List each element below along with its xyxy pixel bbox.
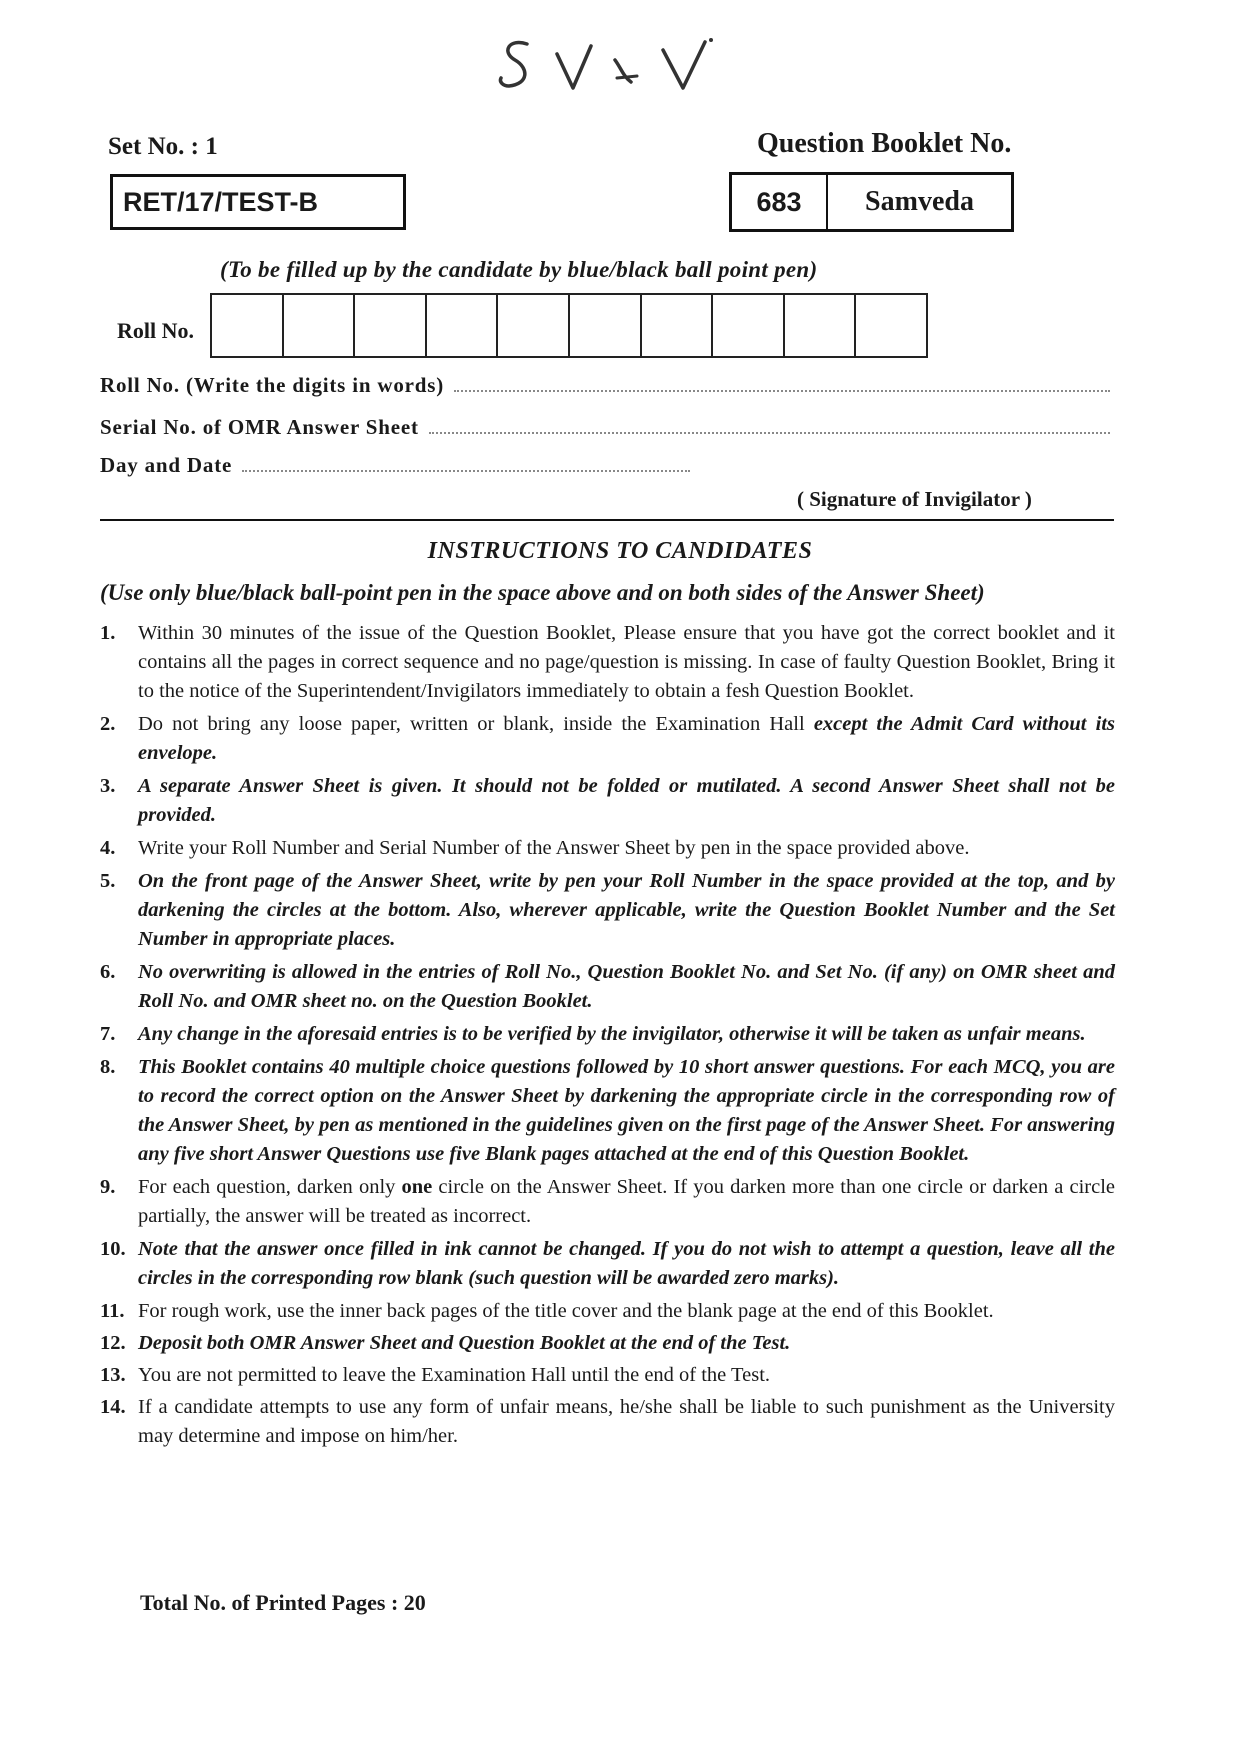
question-booklet-label: Question Booklet No.: [757, 128, 1012, 159]
instruction-item: 14. If a candidate attempts to use any form of unfair means, he/she shall be liable to such punishment as the University may determine and impose on him/her.: [100, 1396, 1115, 1447]
fill-instruction-note: (To be filled up by the candidate by blue/black ball point pen): [220, 257, 818, 282]
instructions-title: INSTRUCTIONS TO CANDIDATES: [427, 538, 813, 564]
instruction-item: 13. You are not permitted to leave the Examination Hall until the end of the Test.: [100, 1364, 771, 1386]
instruction-item: 11. For rough work, use the inner back pages of the title cover and the blank page at the end of this Booklet.: [100, 1300, 994, 1322]
instructions-subtitle: (Use only blue/black ball-point pen in the space above and on both sides of the Answer Sheet): [100, 580, 985, 605]
instruction-item: 9. For each question, darken only one circle on the Answer Sheet. If you darken more than one circle or darken a circle partially, the answer will be treated as incorrect.: [100, 1176, 1116, 1227]
roll-digit-box[interactable]: [856, 295, 926, 356]
roll-digit-box[interactable]: [498, 295, 570, 356]
instruction-item: 10. Note that the answer once filled in ink cannot be changed. If you do not wish to attempt a question, leave all the circles in the corresponding row blank (such question will be awarded zero marks).: [100, 1238, 1115, 1289]
roll-words-label: Roll No. (Write the digits in words): [100, 373, 444, 397]
roll-no-grid: [210, 293, 928, 358]
booklet-name: Samveda: [865, 186, 974, 217]
instruction-item: 6. No overwriting is allowed in the entries of Roll No., Question Booklet No. and Set No. (if any) on OMR sheet and Roll No. and OMR sheet no. on the Question Booklet.: [100, 961, 1115, 1012]
day-date-line[interactable]: [242, 470, 690, 472]
roll-digit-box[interactable]: [713, 295, 785, 356]
instructions-list: [100, 619, 1115, 1455]
question-booklet-box: [729, 172, 1014, 232]
instruction-item: 7. Any change in the aforesaid entries is to be verified by the invigilator, otherwise it will be taken as unfair means.: [100, 1023, 1086, 1045]
roll-no-label: Roll No.: [117, 318, 194, 343]
test-code-box: [110, 174, 406, 230]
omr-serial-line[interactable]: [429, 432, 1110, 434]
roll-digit-box[interactable]: [355, 295, 427, 356]
instruction-item: 8. This Booklet contains 40 multiple choice questions followed by 10 short answer questions. For each MCQ, you are to record the correct option on the Answer Sheet by darkening the appropriate circle in the corresponding row of the Answer Sheet, by pen as mentioned in the guidelines given on the first page of the Answer Sheet. For answering any five short Answer Questions use five Blank pages attached at the end of this Question Booklet.: [100, 1056, 1115, 1165]
roll-words-line[interactable]: [454, 390, 1110, 392]
omr-serial-label: Serial No. of OMR Answer Sheet: [100, 415, 419, 439]
roll-digit-box[interactable]: [642, 295, 714, 356]
day-date-field: [100, 453, 690, 478]
omr-serial-field: [100, 415, 1110, 440]
invigilator-signature-label: ( Signature of Invigilator ): [797, 487, 1032, 511]
instruction-item: 5. On the front page of the Answer Sheet, write by pen your Roll Number in the space provided at the top, and by darkening the circles at the bottom. Also, wherever applicable, write the Question Booklet Number and the Set Number in appropriate places.: [100, 870, 1115, 950]
day-date-label: Day and Date: [100, 453, 233, 477]
set-number: Set No. : 1: [108, 133, 218, 160]
roll-digit-box[interactable]: [785, 295, 857, 356]
instruction-item: 2. Do not bring any loose paper, written or blank, inside the Examination Hall except the Admit Card without its envelope.: [100, 713, 1115, 764]
instruction-item: 3. A separate Answer Sheet is given. It should not be folded or mutilated. A second Answer Sheet shall not be provided.: [100, 775, 1115, 826]
instruction-item: 12. Deposit both OMR Answer Sheet and Question Booklet at the end of the Test.: [100, 1332, 791, 1354]
roll-digit-box[interactable]: [212, 295, 284, 356]
test-code: RET/17/TEST-B: [123, 186, 319, 217]
booklet-number: 683: [732, 175, 828, 229]
handwritten-mark: [495, 30, 755, 100]
instruction-item: 4. Write your Roll Number and Serial Number of the Answer Sheet by pen in the space provided above.: [100, 837, 970, 859]
roll-digit-box[interactable]: [427, 295, 499, 356]
roll-digit-box[interactable]: [284, 295, 356, 356]
roll-digit-box[interactable]: [570, 295, 642, 356]
roll-words-field: [100, 373, 1110, 398]
divider: [100, 519, 1114, 521]
instruction-item: 1. Within 30 minutes of the issue of the Question Booklet, Please ensure that you have got the correct booklet and it contains all the pages in correct sequence and no page/question is missing. In case of faulty Question Booklet, Bring it to the notice of the Superintendent/Invigilators immediately to obtain a fesh Question Booklet.: [100, 622, 1115, 702]
total-printed-pages: Total No. of Printed Pages : 20: [140, 1590, 426, 1615]
